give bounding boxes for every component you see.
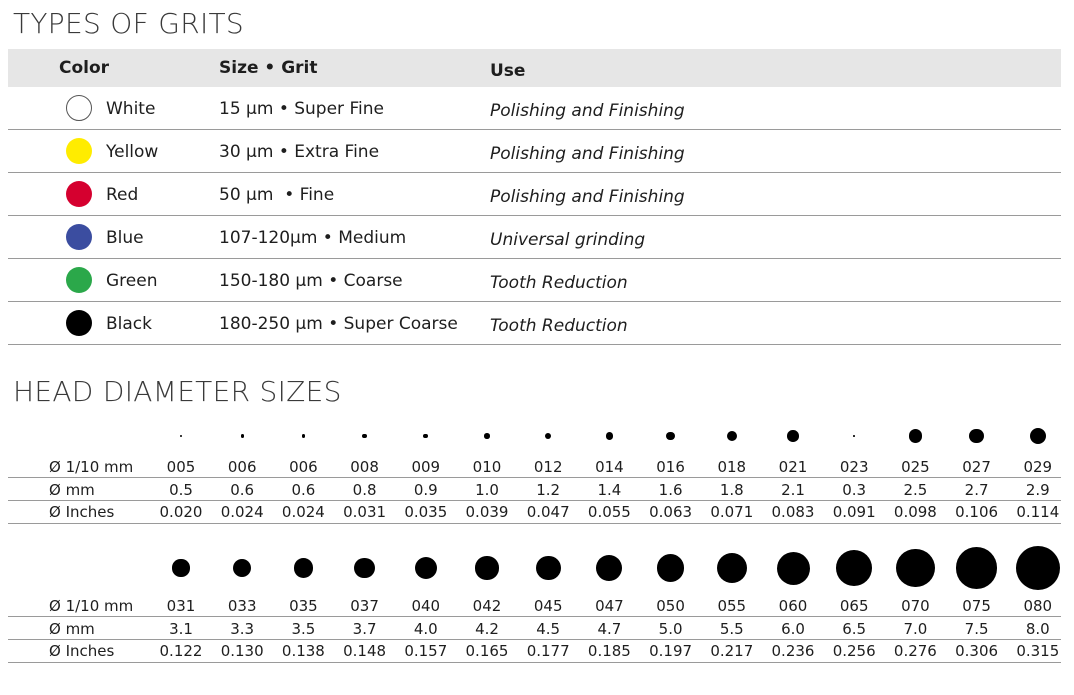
size-value-mm: 4.0	[413, 620, 438, 638]
grits-table-header	[8, 49, 1061, 87]
head-size-dot	[241, 434, 244, 437]
head-size-dot	[666, 432, 675, 441]
size-value-inches: 0.236	[771, 642, 815, 660]
size-value-inches: 0.063	[649, 503, 693, 521]
grit-row	[8, 173, 1061, 216]
color-swatch	[66, 267, 92, 293]
row-label-tenth-mm: Ø 1/10 mm	[49, 597, 134, 615]
size-value-inches: 0.256	[832, 642, 876, 660]
size-value-tenth-mm: 080	[1023, 597, 1053, 615]
header-use: Use	[490, 61, 526, 81]
size-value-inches: 0.031	[343, 503, 387, 521]
color-swatch	[66, 181, 92, 207]
color-swatch	[66, 224, 92, 250]
grit-row	[8, 87, 1061, 130]
color-name: Blue	[106, 228, 144, 248]
head-size-dot	[354, 558, 374, 578]
size-value-tenth-mm: 075	[962, 597, 991, 615]
size-value-tenth-mm: 029	[1023, 458, 1053, 476]
grit-use: Tooth Reduction	[490, 316, 628, 336]
size-value-inches: 0.039	[465, 503, 509, 521]
size-value-inches: 0.098	[893, 503, 937, 521]
head-size-dot	[423, 434, 428, 439]
size-value-inches: 0.055	[587, 503, 631, 521]
size-value-mm: 6.0	[781, 620, 805, 638]
grit-use: Polishing and Finishing	[490, 187, 685, 207]
grit-use: Polishing and Finishing	[490, 144, 685, 164]
size-value-mm: 7.5	[964, 620, 989, 638]
size-value-mm: 4.2	[475, 620, 499, 638]
size-value-mm: 8.0	[1025, 620, 1050, 638]
size-value-inches: 0.114	[1016, 503, 1060, 521]
head-size-dot	[787, 430, 799, 442]
size-value-inches: 0.197	[649, 642, 693, 660]
head-size-dot	[302, 434, 305, 437]
size-value-inches: 0.130	[220, 642, 264, 660]
size-value-tenth-mm: 055	[717, 597, 747, 615]
size-value-tenth-mm: 008	[350, 458, 379, 476]
size-value-mm: 1.6	[658, 481, 683, 499]
row-label-inches: Ø Inches	[49, 642, 115, 660]
size-value-inches: 0.185	[587, 642, 631, 660]
size-value-inches: 0.315	[1016, 642, 1060, 660]
row-divider	[8, 523, 1061, 524]
head-size-dot	[836, 550, 872, 586]
grit-size: 150-180 µm • Coarse	[219, 271, 403, 291]
row-divider	[8, 616, 1061, 617]
head-size-dot	[294, 558, 313, 577]
size-value-tenth-mm: 005	[166, 458, 196, 476]
head-size-dot	[853, 435, 855, 437]
row-label-inches: Ø Inches	[49, 503, 115, 521]
grit-row	[8, 216, 1061, 259]
size-value-tenth-mm: 060	[778, 597, 808, 615]
head-size-dot	[233, 559, 251, 577]
size-value-tenth-mm: 025	[901, 458, 930, 476]
size-value-inches: 0.083	[771, 503, 815, 521]
size-value-inches: 0.177	[526, 642, 570, 660]
grit-size: 50 µm • Fine	[219, 185, 335, 205]
size-value-mm: 2.9	[1025, 481, 1050, 499]
row-label-mm: Ø mm	[49, 620, 95, 638]
size-value-tenth-mm: 006	[289, 458, 318, 476]
size-value-tenth-mm: 045	[533, 597, 563, 615]
head-size-dot	[657, 554, 685, 582]
head-size-dot	[545, 433, 552, 440]
size-value-mm: 0.6	[230, 481, 255, 499]
head-size-dot	[1030, 428, 1046, 444]
head-size-dot	[606, 432, 614, 440]
size-value-mm: 1.4	[597, 481, 622, 499]
size-value-mm: 0.3	[842, 481, 867, 499]
size-value-inches: 0.306	[955, 642, 999, 660]
size-value-tenth-mm: 065	[839, 597, 869, 615]
header-size: Size • Grit	[219, 58, 318, 78]
size-value-mm: 0.6	[291, 481, 316, 499]
size-value-inches: 0.106	[955, 503, 999, 521]
row-divider	[8, 477, 1061, 478]
grit-size: 180-250 µm • Super Coarse	[219, 314, 458, 334]
size-value-tenth-mm: 031	[166, 597, 196, 615]
color-name: White	[106, 99, 156, 119]
size-value-tenth-mm: 023	[839, 458, 869, 476]
size-value-mm: 1.2	[536, 481, 561, 499]
row-divider	[8, 500, 1061, 501]
size-value-tenth-mm: 050	[656, 597, 685, 615]
head-size-dot	[1016, 546, 1060, 590]
head-size-dot	[596, 555, 622, 581]
size-value-inches: 0.122	[159, 642, 203, 660]
row-divider	[8, 639, 1061, 640]
size-value-inches: 0.024	[220, 503, 264, 521]
grits-title: TYPES OF GRITS	[13, 7, 244, 40]
color-swatch	[66, 310, 92, 336]
row-label-tenth-mm: Ø 1/10 mm	[49, 458, 134, 476]
size-value-mm: 1.8	[719, 481, 744, 499]
size-value-tenth-mm: 006	[227, 458, 257, 476]
size-value-inches: 0.165	[465, 642, 509, 660]
size-value-inches: 0.035	[404, 503, 448, 521]
color-name: Yellow	[106, 142, 159, 162]
size-value-tenth-mm: 035	[289, 597, 318, 615]
size-value-mm: 6.5	[842, 620, 867, 638]
size-value-tenth-mm: 009	[411, 458, 441, 476]
size-value-tenth-mm: 027	[962, 458, 991, 476]
grit-row	[8, 130, 1061, 173]
size-value-mm: 0.5	[169, 481, 193, 499]
size-value-mm: 3.1	[169, 620, 193, 638]
size-value-mm: 4.7	[597, 620, 622, 638]
head-size-dot	[777, 552, 810, 585]
grit-use: Polishing and Finishing	[490, 101, 685, 121]
size-value-mm: 2.7	[964, 481, 989, 499]
size-value-inches: 0.148	[343, 642, 387, 660]
head-size-dot	[362, 434, 366, 438]
size-value-mm: 5.0	[658, 620, 683, 638]
size-value-mm: 2.1	[781, 481, 805, 499]
head-size-dot	[717, 553, 747, 583]
size-value-mm: 7.0	[903, 620, 928, 638]
grit-row	[8, 302, 1061, 345]
size-value-mm: 3.7	[352, 620, 377, 638]
color-name: Black	[106, 314, 152, 334]
size-value-mm: 4.5	[536, 620, 561, 638]
head-size-dot	[475, 556, 498, 579]
size-value-tenth-mm: 014	[595, 458, 624, 476]
size-value-tenth-mm: 018	[717, 458, 747, 476]
grit-size: 30 µm • Extra Fine	[219, 142, 380, 162]
color-swatch	[66, 138, 92, 164]
color-swatch	[66, 95, 92, 121]
size-value-tenth-mm: 037	[350, 597, 379, 615]
size-value-mm: 2.5	[903, 481, 928, 499]
size-value-tenth-mm: 021	[778, 458, 808, 476]
head-size-dot	[484, 433, 490, 439]
size-value-inches: 0.020	[159, 503, 203, 521]
grit-use: Universal grinding	[490, 230, 646, 250]
size-value-tenth-mm: 010	[472, 458, 502, 476]
color-name: Red	[106, 185, 139, 205]
size-value-inches: 0.276	[893, 642, 937, 660]
head-size-dot	[172, 559, 189, 576]
row-label-mm: Ø mm	[49, 481, 95, 499]
header-color: Color	[59, 58, 110, 78]
size-value-tenth-mm: 012	[533, 458, 563, 476]
size-value-inches: 0.138	[281, 642, 325, 660]
grit-size: 15 µm • Super Fine	[219, 99, 384, 119]
row-divider	[8, 662, 1061, 663]
size-value-tenth-mm: 040	[411, 597, 441, 615]
size-value-inches: 0.071	[710, 503, 754, 521]
size-value-mm: 3.3	[230, 620, 255, 638]
size-value-inches: 0.157	[404, 642, 448, 660]
size-value-inches: 0.091	[832, 503, 876, 521]
size-value-tenth-mm: 016	[656, 458, 685, 476]
size-value-tenth-mm: 047	[595, 597, 624, 615]
size-value-tenth-mm: 033	[227, 597, 257, 615]
grits-table	[8, 49, 1061, 345]
size-value-inches: 0.217	[710, 642, 754, 660]
head-size-dot	[909, 429, 923, 443]
head-size-dot	[727, 431, 737, 441]
head-size-dot	[415, 557, 437, 579]
head-size-dot	[180, 435, 183, 438]
size-value-mm: 0.9	[413, 481, 438, 499]
grit-use: Tooth Reduction	[490, 273, 628, 293]
color-name: Green	[106, 271, 158, 291]
grit-size: 107-120µm • Medium	[219, 228, 407, 248]
head-size-dot	[536, 556, 561, 581]
grit-row	[8, 259, 1061, 302]
head-size-dot	[956, 547, 997, 588]
size-value-inches: 0.047	[526, 503, 570, 521]
head-size-dot	[969, 429, 984, 444]
size-value-mm: 0.8	[352, 481, 377, 499]
size-value-mm: 5.5	[719, 620, 744, 638]
head-size-dot	[896, 549, 935, 588]
grits-rows	[8, 87, 1061, 345]
size-value-inches: 0.024	[281, 503, 325, 521]
size-value-mm: 1.0	[475, 481, 499, 499]
size-value-tenth-mm: 070	[901, 597, 930, 615]
head-sizes-title: HEAD DIAMETER SIZES	[13, 375, 342, 408]
size-value-tenth-mm: 042	[472, 597, 502, 615]
size-value-mm: 3.5	[291, 620, 316, 638]
